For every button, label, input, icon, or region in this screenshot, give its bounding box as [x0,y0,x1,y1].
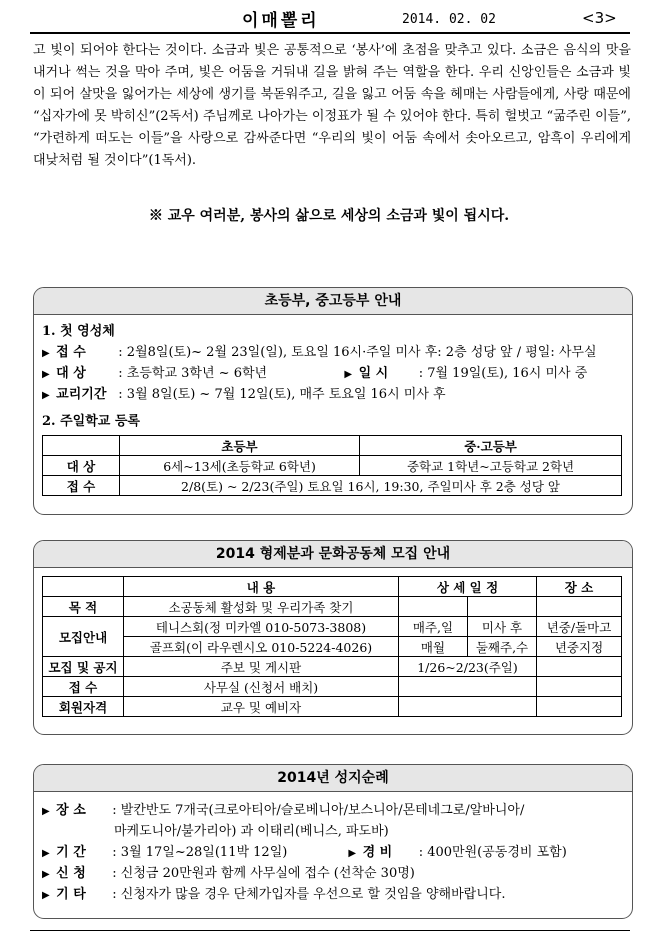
info-row-place [42,800,624,821]
table-cell: 년중/돌마고 [537,617,622,637]
table-cell: 소공동체 활성화 및 우리가족 찾기 [124,597,399,617]
table-cell: 년중지정 [537,637,622,657]
table-row [43,476,622,496]
intro-paragraph: 고 빛이 되어야 한다는 것이다. 소금과 빛은 공통적으로 ‘봉사’에 초점을 맞추고 있다. 소금은 음식의 맛을 내거나 썩는 것을 막아 주며, 빛은 어둠을 거둬내 길을 밝혀 주는 역할을 한다. 우리 신앙인들은 소금과 빛이 되어 살맛을 잃어가는 세상에 생기를 북돋워주고, 길을 잃고 어둠 속을 헤매는 사람들에게, 사랑 때문에 “십자가에 못 박히신”(2독서) 주님께로 나아가는 이정표가 될 수 있어야 한다. 특히 헐벗고 “굶주린 이들”, “가련하게 떠도는 이들”을 사랑으로 감싸준다면 “우리의 빛이 어둠 속에서 솟아오르고, 암흑이 우리에게 대낮처럼 될 것이다”(1독서). [33,43,631,168]
section-title: 초등부, 중고등부 안내 [34,288,632,315]
section-school-guide [33,287,633,515]
info-label: 장 소 [56,803,86,818]
table-cell [399,677,537,697]
bullet-icon: ▶ [42,348,50,359]
table-cell: 테니스회(정 미카엘 010-5073-3808) [124,617,399,637]
bullet-icon: ▶ [348,848,357,859]
info-value: 마케도니아/불가리아) 과 이태리(베니스, 파도바) [114,824,389,839]
table-row [43,617,622,637]
table-row-header: 모집 및 공지 [43,657,124,677]
info-row-place-cont [42,821,624,842]
table-corner [43,436,120,456]
table-row-header: 모집안내 [43,617,124,657]
table-cell: 매주,일 [399,617,468,637]
table-row-header: 접 수 [43,677,124,697]
info-value: : 7월 19일(토), 16시 미사 중 [418,366,588,381]
table-cell [399,697,537,717]
bullet-icon: ▶ [42,848,50,859]
footer-divider [30,930,630,931]
table-row-header: 대 상 [43,456,120,476]
table-cell: 미사 후 [468,617,537,637]
bullet-icon: ▶ [42,369,50,380]
table-row-header: 목 적 [43,597,124,617]
info-value: : 발칸반도 7개국(크로아티아/슬로베니아/보스니아/몬테네그로/알바니아/ [112,803,525,818]
table-header: 내 용 [124,577,399,597]
info-value: : 3월 17일~28일(11박 12일) [112,845,288,860]
table-cell [468,597,537,617]
bulletin-date: 2014. 02. 02 [402,12,496,27]
table-row [43,597,622,617]
table-cell [537,597,622,617]
table-cell: 1/26~2/23(주일) [399,657,537,677]
table-row [43,677,622,697]
table-cell: 교우 및 예비자 [124,697,399,717]
page-number: <3> [582,9,617,27]
header-divider [30,32,630,34]
info-value: : 신청자가 많을 경우 단체가입자를 우선으로 할 것임을 양해바랍니다. [112,887,506,902]
subheading-first-communion: 1. 첫 영성체 [42,324,115,339]
info-row-etc [42,884,624,905]
subheading-sunday-school: 2. 주일학교 등록 [42,414,140,429]
info-value: : 3월 8일(토) ~ 7월 12일(토), 매주 토요일 16시 미사 후 [118,387,446,402]
bullet-icon: ▶ [42,390,50,401]
info-label: 기 타 [56,887,86,902]
info-value: : 400만원(공동경비 포함) [418,845,567,860]
info-row-period [42,842,624,863]
bullet-icon: ▶ [42,890,50,901]
info-label: 신 청 [56,866,86,881]
table-header: 상 세 일 정 [399,577,537,597]
bullet-icon: ▶ [42,869,50,880]
table-cell: 골프회(이 라우렌시오 010-5224-4026) [124,637,399,657]
table-cell [537,677,622,697]
table-row [43,657,622,677]
table-row [43,577,622,597]
info-value: : 2월8일(토)~ 2월 23일(일), 토요일 16시·주일 미사 후: 2층 성당 앞 / 평일: 사무실 [118,345,597,360]
table-header: 중·고등부 [360,436,622,456]
section-title: 2014 형제분과 문화공동체 모집 안내 [34,541,632,568]
info-row-apply [42,342,624,363]
table-cell [399,597,468,617]
table-header: 초등부 [120,436,360,456]
bullet-icon: ▶ [42,806,50,817]
table-row [43,697,622,717]
sunday-school-table [42,435,622,496]
section-culture-community [33,540,633,735]
info-label: 접 수 [56,345,86,360]
table-row [43,456,622,476]
table-cell: 매월 [399,637,468,657]
section-pilgrimage [33,764,633,919]
table-row-header: 접 수 [43,476,120,496]
bullet-icon: ▶ [344,369,353,380]
info-label: 교리기간 [56,387,107,402]
info-label: 대 상 [56,366,86,381]
slogan: ※ 교우 여러분, 봉사의 삶으로 세상의 소금과 빛이 됩시다. [148,208,510,224]
info-row-target [42,363,624,384]
table-cell: 사무실 (신청서 배치) [124,677,399,697]
table-cell [537,657,622,677]
info-label: 기 간 [56,845,86,860]
table-cell: 2/8(토) ~ 2/23(주일) 토요일 16시, 19:30, 주일미사 후 2층 성당 앞 [120,476,622,496]
table-row [43,436,622,456]
table-row [43,637,622,657]
table-cell: 둘째주,수 [468,637,537,657]
info-row-apply [42,863,624,884]
info-label: 일 시 [358,366,389,381]
table-cell: 6세~13세(초등학교 6학년) [120,456,360,476]
table-header: 장 소 [537,577,622,597]
page-header [30,6,630,32]
table-cell: 중학교 1학년~고등학교 2학년 [360,456,622,476]
info-value: : 신청금 20만원과 함께 사무실에 접수 (선착순 30명) [112,866,415,881]
section-title: 2014년 성지순례 [34,765,632,792]
community-table [42,576,622,717]
table-cell: 주보 및 게시판 [124,657,399,677]
info-label: 경 비 [362,845,393,860]
table-cell [537,697,622,717]
table-row-header: 회원자격 [43,697,124,717]
bulletin-title: 이매뽈리 [242,11,320,31]
info-value: : 초등학교 3학년 ~ 6학년 [118,366,268,381]
table-corner [43,577,124,597]
info-row-period [42,384,624,405]
